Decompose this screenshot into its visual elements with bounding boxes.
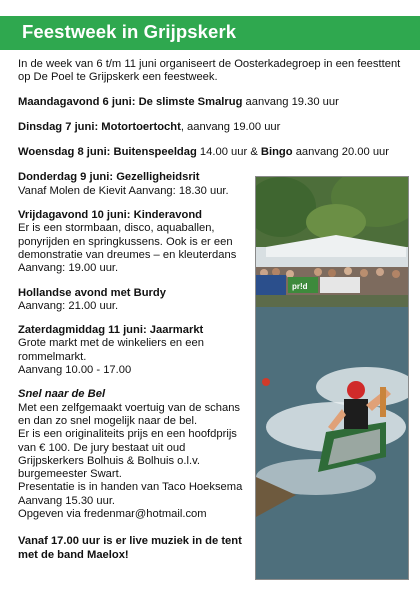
event-woensdag: Woensdag 8 juni: Buitenspeeldag 14.00 uur & Bingo aanvang 20.00 uur bbox=[18, 146, 390, 159]
event-vrijdag: Vrijdagavond 10 juni: Kinderavond Er is een stormbaan, disco, aquaballen, ponyrijden en springkussens. Ook is er een demonstratie van dreumes – en kleuterdans Aanvang: 19.00 uur. bbox=[18, 209, 237, 275]
event-hollandse-avond: Hollandse avond met Burdy Aanvang: 21.00 uur. bbox=[18, 286, 166, 312]
contact-email[interactable]: Opgeven via fredenmar@hotmail.com bbox=[18, 508, 207, 521]
event-photo bbox=[255, 176, 409, 580]
event-donderdag: Donderdag 9 juni: Gezelligheidsrit Vanaf Molen de Kievit Aanvang: 18.30 uur. bbox=[18, 171, 229, 197]
event-zaterdag: Zaterdagmiddag 11 juni: Jaarmarkt Grote markt met de winkeliers en een rommelmarkt. Aanvang 10.00 - 17.00 bbox=[18, 324, 204, 377]
intro-text: In de week van 6 t/m 11 juni organiseert de Oosterkadegroep in een feesttent op De Poel te Grijpskerk een feestweek. bbox=[18, 58, 401, 84]
title-banner bbox=[0, 16, 420, 50]
banner-text: pr!d bbox=[292, 282, 308, 291]
event-maandag: Maandagavond 6 juni: De slimste Smalrug aanvang 19.30 uur bbox=[18, 95, 339, 108]
event-snel-naar-de-bel: Snel naar de Bel Met een zelfgemaakt voertuig van de schans en dan zo snel mogelijk naar de bel. Er is een originaliteits prijs en een hoofdprijs van € 100. De jury bestaat uit oud Grijpskerkers Bolhuis & Bolhuis o.l.v. burgemeester Swart. Presentatie is in handen van Taco Hoeksema Aanvang 15.30 uur. Opgeven via fredenmar@hotmail.com bbox=[18, 388, 250, 521]
closing-text: Vanaf 17.00 uur is er live muziek in de tent met de band Maelox! bbox=[18, 535, 242, 561]
page-title: Feestweek in Grijpskerk bbox=[22, 21, 237, 42]
event-dinsdag: Dinsdag 7 juni: Motortoertocht, aanvang 19.00 uur bbox=[18, 120, 281, 133]
